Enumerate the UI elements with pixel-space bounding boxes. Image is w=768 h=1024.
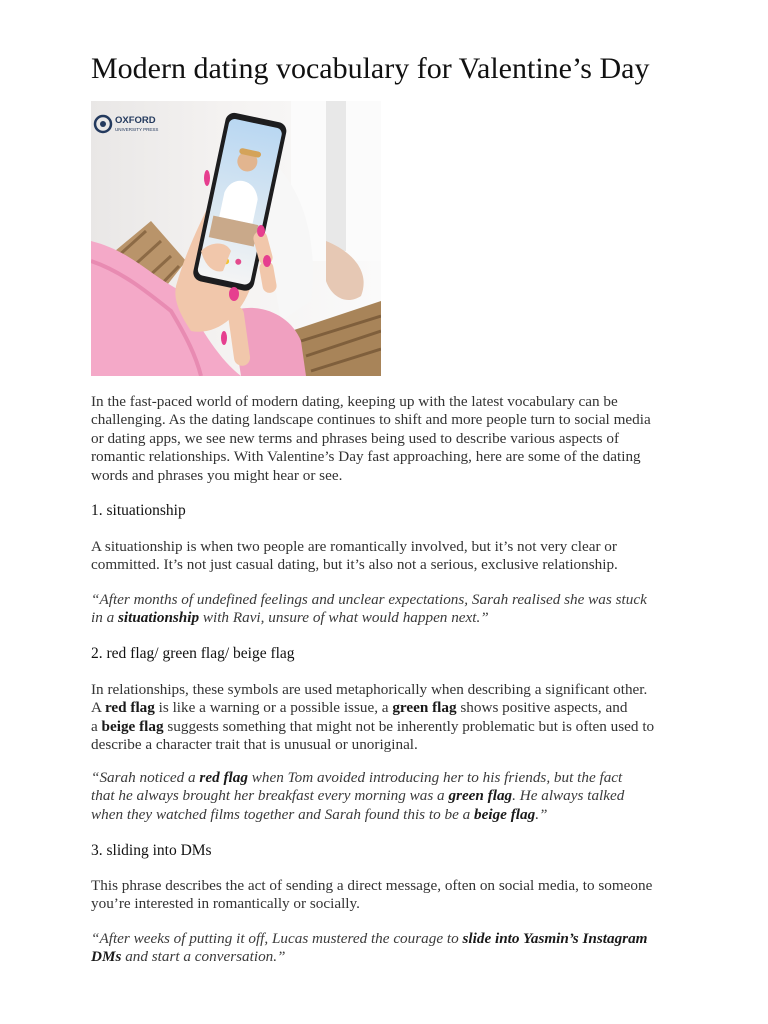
highlighted-term: DMs: [91, 948, 122, 966]
section-heading-flags: 2. red flag/ green flag/ beige flag: [91, 645, 295, 662]
highlighted-term: beige flag: [474, 805, 536, 823]
highlighted-term: red flag: [199, 769, 248, 786]
highlighted-term: situationship: [118, 609, 200, 627]
section-heading-situationship: 1. situationship: [91, 502, 186, 519]
svg-text:UNIVERSITY PRESS: UNIVERSITY PRESS: [115, 127, 159, 132]
intro-paragraph: In the fast-paced world of modern dating, keeping up with the latest vocabulary can be challenging. As the dating landscape continues to shift and more people turn to social media or dating apps, we see new terms and phrases being used to describe various aspects of romantic relationships. With Valentine’s Day fast approaching, here are some of the dating words and phrases you might hear or see.: [91, 393, 651, 484]
highlighted-term: slide into Yasmin’s Instagram: [462, 930, 648, 947]
section-heading-sliding-into-dms: 3. sliding into DMs: [91, 842, 212, 859]
example-quote: “After months of undefined feelings and unclear expectations, Sarah realised she was stuck in a situationship with Ravi, unsure of what would happen next.”: [91, 591, 647, 627]
example-quote: “Sarah noticed a red flag when Tom avoided introducing her to his friends, but the fact that he always brought her breakfast every morning was a green flag. He always talked when they watched films together and Sarah found this to be a beige flag.”: [91, 769, 625, 823]
svg-text:OXFORD: OXFORD: [115, 115, 156, 126]
section-description: In relationships, these symbols are used metaphorically when describing a significant other. A red flag is like a warning or a possible issue, a green flag shows positive aspects, and a beige flag suggests something that might not be inherently problematic but is often used to describe a character trait that is unusual or unoriginal.: [91, 681, 655, 754]
highlighted-term: beige flag: [101, 717, 164, 735]
highlighted-term: green flag: [392, 699, 457, 717]
section-description: A situationship is when two people are romantically involved, but it’s not very clear or committed. It’s not just casual dating, but it’s also not a serious, exclusive relationship.: [91, 538, 618, 574]
page-title: Modern dating vocabulary for Valentine’s Day: [91, 52, 650, 85]
hero-image: [91, 101, 381, 376]
example-quote: “After weeks of putting it off, Lucas mustered the courage to slide into Yasmin’s Instagram DMs and start a conversation.”: [91, 930, 648, 966]
highlighted-term: red flag: [104, 699, 155, 717]
section-description: This phrase describes the act of sending a direct message, often on social media, to someone you’re interested in romantically or socially.: [91, 877, 653, 913]
phone-dating-illustration: [91, 101, 381, 376]
highlighted-term: green flag: [448, 787, 513, 805]
